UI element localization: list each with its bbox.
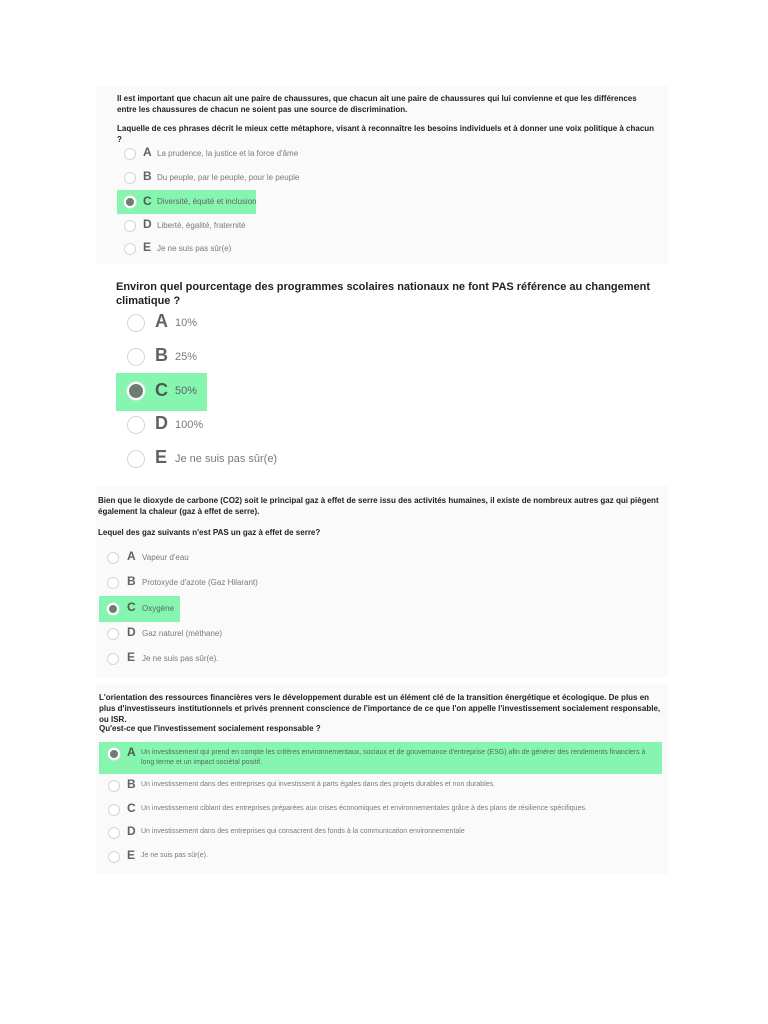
radio-button[interactable] [108, 780, 120, 792]
option-letter: B [127, 777, 136, 791]
option-letter: A [143, 145, 152, 159]
option-letter: C [143, 194, 152, 208]
option-label: Je ne suis pas sûr(e). [141, 852, 208, 859]
option-label: Un investissement ciblant des entreprises préparées aux crises économiques et environnementales grâce à des plans de résilience spécifiques. [141, 805, 587, 812]
radio-button-selected[interactable] [124, 196, 136, 208]
option-label: Un investissement qui prend en compte les critères environnementaux, sociaux et de gouvernance d'entreprise (ESG) afin de générer des rendements financiers à long terme et un impact sociétal positif. [141, 749, 646, 766]
question-4-intro: L'orientation des ressources financières vers le développement durable est un élément clé de la transition énergétique et écologique. De plus en plus d'investisseurs institutionnels et privés prennent conscience de l'importance de ce que l'on appelle l'investissement socialement responsable, ou ISR. [99, 693, 661, 724]
option-letter: E [127, 848, 136, 862]
option-letter: E [127, 650, 136, 664]
question-4-text: Qu'est-ce que l'investissement socialement responsable ? [99, 724, 321, 733]
radio-button-selected[interactable] [107, 603, 119, 615]
option-letter: B [155, 345, 168, 365]
radio-button[interactable] [124, 243, 136, 255]
radio-button[interactable] [107, 628, 119, 640]
option-label: Je ne suis pas sûr(e) [157, 244, 232, 253]
option-letter: C [127, 801, 136, 815]
radio-button[interactable] [124, 148, 136, 160]
option-letter: D [155, 413, 168, 433]
option-label: 50% [175, 385, 198, 397]
radio-button[interactable] [107, 653, 119, 665]
radio-button[interactable] [124, 220, 136, 232]
radio-button[interactable] [107, 552, 119, 564]
option-label: Je ne suis pas sûr(e). [142, 654, 219, 663]
option-letter: D [127, 625, 136, 639]
radio-button[interactable] [108, 851, 120, 863]
option-label: Liberté, égalité, fraternité [157, 221, 246, 230]
option-label: 25% [175, 351, 198, 363]
question-1-text: Laquelle de ces phrases décrit le mieux cette métaphore, visant à reconnaître les besoins individuels et à donner une voix politique à chacun ? [117, 124, 655, 144]
radio-button[interactable] [127, 348, 145, 366]
radio-button[interactable] [108, 827, 120, 839]
option-letter: C [127, 600, 136, 614]
option-label: Un investissement dans des entreprises qui investissent à parts égales dans des projets durables et non durables. [141, 781, 496, 788]
radio-button[interactable] [127, 450, 145, 468]
option-label: Gaz naturel (méthane) [142, 629, 223, 638]
option-letter: E [155, 447, 168, 467]
option-label: Protoxyde d'azote (Gaz Hilarant) [142, 578, 258, 587]
radio-button-selected[interactable] [127, 382, 145, 400]
option-letter: C [155, 380, 168, 400]
option-label: Je ne suis pas sûr(e) [175, 453, 278, 465]
option-label: 100% [175, 419, 204, 431]
option-label: 10% [175, 317, 198, 329]
question-3-text: Lequel des gaz suivants n'est PAS un gaz à effet de serre? [98, 528, 321, 537]
question-3-intro: Bien que le dioxyde de carbone (CO2) soit le principal gaz à effet de serre issu des activités humaines, il existe de nombreux autres gaz qui piègent également la chaleur (gaz à effet de serre). [98, 496, 659, 516]
radio-button[interactable] [124, 172, 136, 184]
option-label: Vapeur d'eau [142, 553, 189, 562]
option-label: Oxygène [142, 604, 175, 613]
radio-button[interactable] [108, 804, 120, 816]
radio-button-selected[interactable] [108, 748, 120, 760]
radio-button[interactable] [127, 314, 145, 332]
question-2-text: Environ quel pourcentage des programmes scolaires nationaux ne font PAS référence au changement climatique ? [116, 281, 651, 307]
option-letter: B [143, 169, 152, 183]
option-letter: A [127, 549, 136, 563]
option-label: Diversité, équité et inclusion [157, 197, 257, 206]
option-label: Un investissement dans des entreprises qui consacrent des fonds à la communication environnementale [141, 828, 465, 835]
radio-button[interactable] [107, 577, 119, 589]
option-label: La prudence, la justice et la force d'âme [157, 149, 299, 158]
option-label: Du peuple, par le peuple, pour le peuple [157, 173, 300, 182]
option-letter: D [143, 217, 152, 231]
option-letter: D [127, 824, 136, 838]
option-letter: A [155, 311, 168, 331]
option-letter: E [143, 240, 152, 254]
option-letter: B [127, 574, 136, 588]
question-1-intro: Il est important que chacun ait une paire de chaussures, que chacun ait une paire de chaussures qui lui convienne et que les différences entre les chaussures de chacun ne soient pas une source de discrimination. [117, 94, 637, 114]
option-letter: A [127, 745, 136, 759]
radio-button[interactable] [127, 416, 145, 434]
